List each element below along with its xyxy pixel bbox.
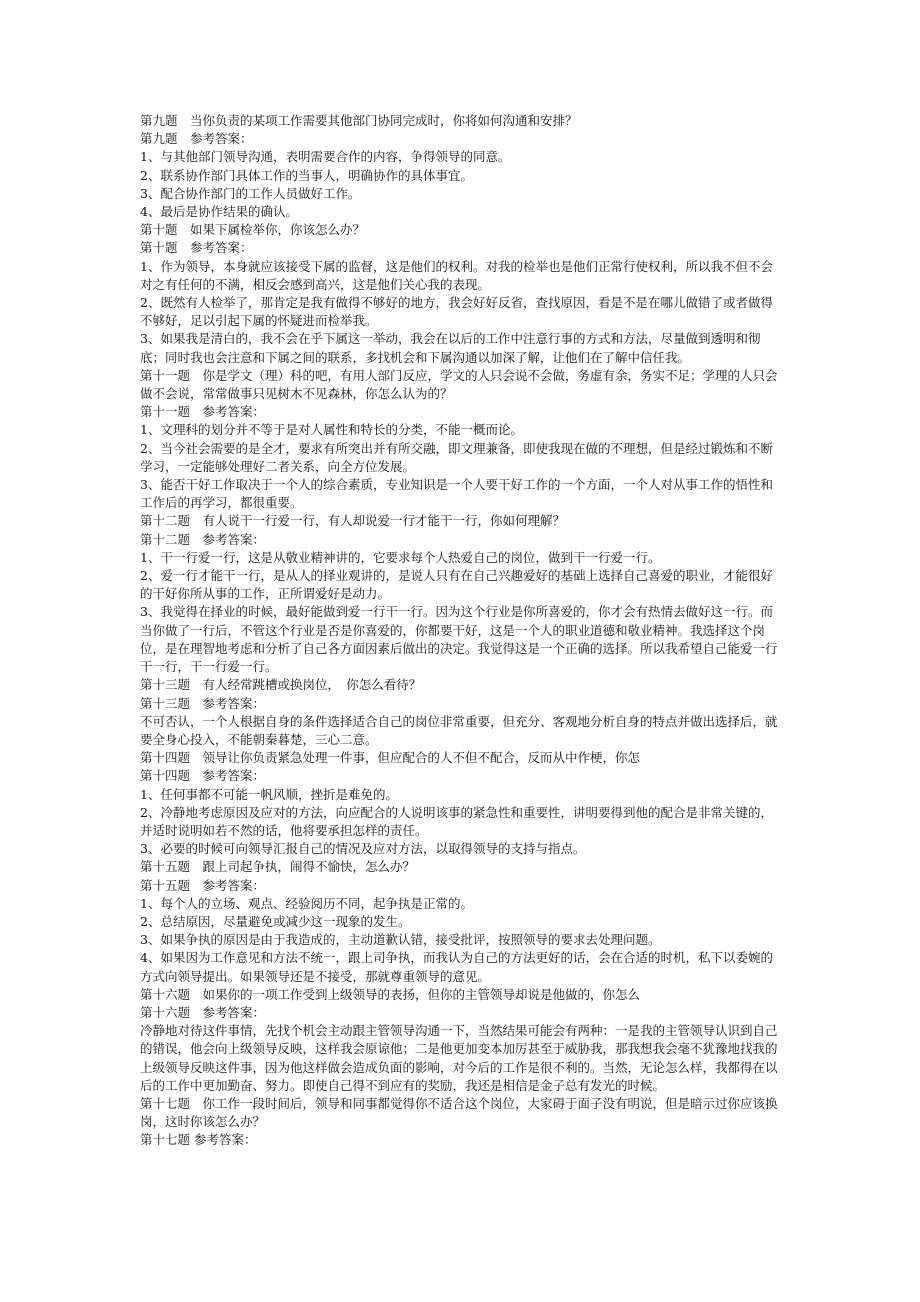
answer-9-item-2: 2、联系协作部门具体工作的当事人，明确协作的具体事宜。 xyxy=(140,167,473,183)
answer-label-15: 第十五题 参考答案： xyxy=(140,877,266,893)
question-15: 第十五题 跟上司起争执，闹得不愉快，怎么办？ xyxy=(140,859,416,875)
answer-15-item-1: 1、每个人的立场、观点、经验阅历不同，起争执是正常的。 xyxy=(140,895,473,911)
answer-15-item-3: 3、如果争执的原因是由于我造成的，主动道歉认错，接受批评，按照领导的要求去处理问题。 xyxy=(140,932,661,948)
answer-11-item-3: 3、能否干好工作取决于一个人的综合素质，专业知识是一个人要干好工作的一个方面，一个人对从事工作的悟性和工作后的再学习，都很重要。 xyxy=(140,477,773,511)
answer-14-item-3: 3、必要的时候可向领导汇报自己的情况及应对方法，以取得领导的支持与指点。 xyxy=(140,841,586,857)
answer-10-item-2: 2、既然有人检举了，那肯定是我有做得不够好的地方，我会好好反省，查找原因，看是不是在哪儿做错了或者做得不够好，足以引起下属的怀疑进而检举我。 xyxy=(140,295,773,329)
answer-16-text: 冷静地对待这件事情，先找个机会主动跟主管领导沟通一下，当然结果可能会有两种：一是我的主管领导认识到自己的错误，他会向上级领导反映，这样我会原谅他；二是他更加变本加厉甚至于威胁我，那我想我会毫不犹豫地找我的上级领导反映这件事，因为他这样做会造成负面的影响，对今后的工作是很不利的。当然，无论怎么样，我都得在以后的工作中更加勤奋、努力。即使自己得不到应有的奖励，我还是相信是金子总有发光的时候。 xyxy=(140,1023,778,1093)
answer-label-12: 第十二题 参考答案： xyxy=(140,531,266,547)
question-10: 第十题 如果下属检举你，你该怎么办？ xyxy=(140,222,366,238)
answer-13-text: 不可否认，一个人根据自身的条件选择适合自己的岗位非常重要，但充分、客观地分析自身的特点并做出选择后，就要全身心投入，不能朝秦暮楚，三心二意。 xyxy=(140,713,778,747)
answer-12-item-1: 1、干一行爱一行，这是从敬业精神讲的，它要求每个人热爱自己的岗位，做到干一行爱一行。 xyxy=(140,549,661,565)
answer-10-item-3: 3、如果我是清白的，我不会在乎下属这一举动，我会在以后的工作中注意行事的方式和方法，尽量做到透明和彻底；同时我也会注意和下属之间的联系，多找机会和下属沟通以加深了解，让他们在了解中信任我。 xyxy=(140,331,761,365)
answer-14-item-1: 1、任何事都不可能一帆风顺，挫折是难免的。 xyxy=(140,786,398,802)
answer-11-item-1: 1、文理科的划分并不等于是对人属性和特长的分类，不能一概而论。 xyxy=(140,422,523,438)
question-13: 第十三题 有人经常跳槽或换岗位， 你怎么看待？ xyxy=(140,677,422,693)
answer-12-item-2: 2、爱一行才能干一行，是从人的择业观讲的，是说人只有在自己兴趣爱好的基础上选择自己喜爱的职业，才能很好的干好你所从事的工作，正所谓爱好是动力。 xyxy=(140,568,773,602)
answer-14-item-2: 2、冷静地考虑原因及应对的方法，向应配合的人说明该事的紧急性和重要性，讲明要得到他的配合是非常关键的，并适时说明如若不然的话，他将要承担怎样的责任。 xyxy=(140,804,773,838)
question-16: 第十六题 如果你的一项工作受到上级领导的表扬，但你的主管领导却说是他做的，你怎么 xyxy=(140,986,641,1002)
question-9: 第九题 当你负责的某项工作需要其他部门协同完成时，你将如何沟通和安排？ xyxy=(140,113,578,128)
answer-label-13: 第十三题 参考答案： xyxy=(140,695,266,711)
answer-label-10: 第十题 参考答案： xyxy=(140,240,253,256)
answer-label-17: 第十七题 参考答案： xyxy=(140,1132,257,1148)
answer-9-item-1: 1、与其他部门领导沟通，表明需要合作的内容，争得领导的同意。 xyxy=(140,149,511,165)
answer-11-item-2: 2、当今社会需要的是全才，要求有所突出并有所交融，即文理兼备，即使我现在做的不理想，但是经过锻炼和不断学习，一定能够处理好二者关系，向全方位发展。 xyxy=(140,440,773,474)
answer-10-item-1: 1、作为领导，本身就应该接受下属的监督，这是他们的权利。对我的检举也是他们正常行使权利，所以我不但不会对之有任何的不满，相反会感到高兴，这是他们关心我的表现。 xyxy=(140,258,773,292)
question-11: 第十一题 你是学文（理）科的吧，有用人部门反应，学文的人只会说不会做，务虚有余，务实不足；学理的人只会做不会说，常常做事只见树木不见森林，你怎么认为的？ xyxy=(140,367,778,402)
answer-label-14: 第十四题 参考答案： xyxy=(140,768,266,784)
question-14: 第十四题 领导让你负责紧急处理一件事，但应配合的人不但不配合，反而从中作梗，你怎 xyxy=(140,750,641,766)
answer-label-16: 第十六题 参考答案： xyxy=(140,1004,266,1020)
question-12: 第十二题 有人说干一行爱一行，有人却说爱一行才能干一行，你如何理解？ xyxy=(140,513,566,529)
document-body xyxy=(140,112,782,1150)
answer-15-item-2: 2、总结原因，尽量避免或减少这一现象的发生。 xyxy=(140,913,411,929)
answer-12-item-3: 3、我觉得在择业的时候，最好能做到爱一行干一行。因为这个行业是你所喜爱的，你才会有热情去做好这一行。而当你做了一行后，不管这个行业是否是你喜爱的，你都要干好，这是一个人的职业道德和敬业精神。我选择这个岗位，是在理智地考虑和分析了自己各方面因素后做出的决定。我觉得这是一个正确的选择。所以我希望自己能爱一行干一行，干一行爱一行。 xyxy=(140,604,778,675)
question-17: 第十七题 你工作一段时间后，领导和同事都觉得你不适合这个岗位，大家碍于面子没有明说，但是暗示过你应该换岗，这时你该怎么办？ xyxy=(140,1095,778,1130)
answer-label-11: 第十一题 参考答案： xyxy=(140,404,266,420)
answer-9-item-3: 3、配合协作部门的工作人员做好工作。 xyxy=(140,185,361,201)
answer-15-item-4: 4、如果因为工作意见和方法不统一，跟上司争执，而我认为自己的方法更好的话，会在合适的时机，私下以委婉的方式向领导提出。如果领导还是不接受，那就尊重领导的意见。 xyxy=(140,950,773,984)
answer-9-item-4: 4、最后是协作结果的确认。 xyxy=(140,204,298,220)
answer-label-9: 第九题 参考答案： xyxy=(140,131,253,147)
